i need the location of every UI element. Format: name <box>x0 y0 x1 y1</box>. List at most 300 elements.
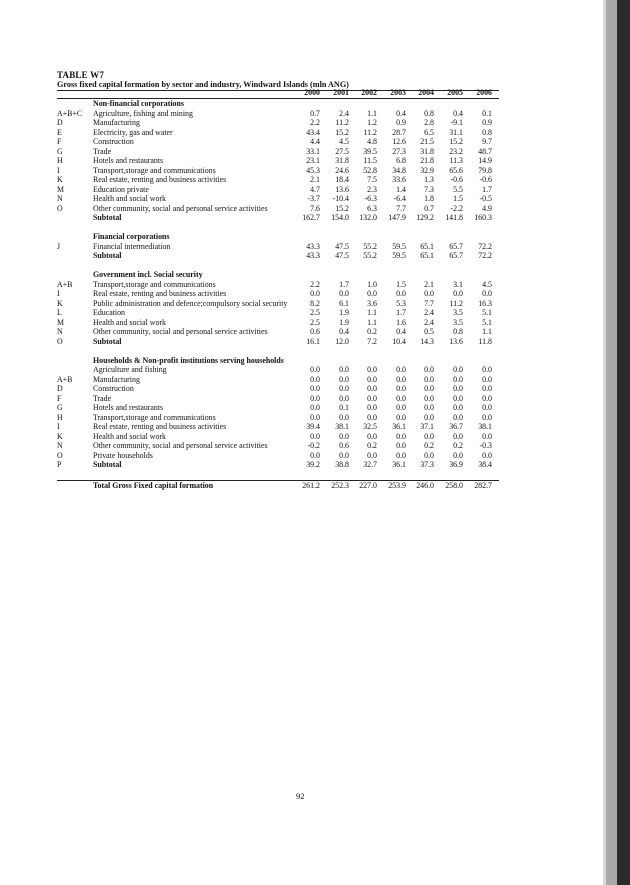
table-title: TABLE W7 <box>57 70 105 80</box>
industry-label: Construction <box>93 137 134 146</box>
cell-value: 0.0 <box>339 393 349 403</box>
cell-value: 15.2 <box>335 127 349 137</box>
industry-label: Financial intermediation <box>93 241 171 251</box>
table-row <box>57 299 499 309</box>
cell-value: 4.7 <box>310 184 320 194</box>
cell-value: 24.6 <box>335 165 349 175</box>
cell-value: 11.2 <box>449 298 463 308</box>
cell-value: -2.2 <box>450 203 463 213</box>
cell-value: 0.0 <box>482 412 492 422</box>
cell-value: 0.7 <box>424 203 434 213</box>
section-heading-row <box>57 232 499 242</box>
industry-label: Agriculture, fishing and mining <box>93 108 193 118</box>
year-header: 2000 <box>304 88 320 97</box>
table-row <box>57 109 499 119</box>
cell-value: 38.4 <box>478 460 492 469</box>
table-row <box>57 128 499 138</box>
industry-code: I <box>57 289 60 298</box>
industry-code: J <box>57 241 61 251</box>
cell-value: 43.3 <box>306 241 320 251</box>
cell-value: 0.4 <box>339 327 349 336</box>
cell-value: 0.2 <box>424 441 434 450</box>
cell-value: 0.0 <box>396 374 406 384</box>
year-header: 2006 <box>476 88 492 97</box>
total-value: 227.0 <box>359 480 377 490</box>
cell-value: 1.9 <box>339 317 349 327</box>
cell-value: 2.4 <box>424 317 434 327</box>
table-row <box>57 403 499 413</box>
cell-value: -6.4 <box>393 194 406 203</box>
cell-value: 11.5 <box>363 156 377 165</box>
table-row <box>57 365 499 375</box>
table-row <box>57 147 499 157</box>
table-row <box>57 280 499 290</box>
cell-value: 2.4 <box>424 308 434 317</box>
cell-value: 31.1 <box>449 127 463 137</box>
cell-value: 0.0 <box>453 365 463 374</box>
cell-value: 5.1 <box>482 317 492 327</box>
cell-value: 0.0 <box>339 450 349 460</box>
cell-value: 3.6 <box>367 298 377 308</box>
industry-label: Other community, social and personal service activities <box>93 441 268 450</box>
cell-value: 0.8 <box>482 127 492 137</box>
cell-value: 0.1 <box>482 108 492 118</box>
cell-value: 0.0 <box>339 374 349 384</box>
cell-value: 0.0 <box>453 384 463 393</box>
cell-value: 12.0 <box>335 336 349 346</box>
cell-value: 32.7 <box>363 460 377 469</box>
cell-value: 0.0 <box>453 412 463 422</box>
cell-value: 0.0 <box>339 412 349 422</box>
cell-value: 0.4 <box>396 108 406 118</box>
industry-label: Real estate, renting and business activities <box>93 175 227 184</box>
industry-code: K <box>57 298 63 308</box>
total-value: 258.0 <box>445 480 463 490</box>
cell-value: 33.6 <box>392 175 406 184</box>
cell-value: 55.2 <box>363 241 377 251</box>
industry-code: K <box>57 431 63 441</box>
cell-value: 0.0 <box>482 450 492 460</box>
cell-value: -0.6 <box>450 175 463 184</box>
cell-value: 38.8 <box>335 460 349 469</box>
gfcf-table <box>57 88 499 490</box>
cell-value: 0.0 <box>396 393 406 403</box>
table-body <box>57 99 499 474</box>
cell-value: 4.5 <box>482 279 492 289</box>
cell-value: 32.9 <box>420 165 434 175</box>
subtotal-row <box>57 460 499 470</box>
table-row <box>57 432 499 442</box>
cell-value: 2.3 <box>367 184 377 194</box>
cell-value: 16.1 <box>306 336 320 346</box>
cell-value: 39.2 <box>306 460 320 469</box>
cell-value: 39.5 <box>363 146 377 156</box>
year-header: 2004 <box>418 88 434 97</box>
cell-value: 0.0 <box>339 431 349 441</box>
cell-value: 0.0 <box>482 431 492 441</box>
cell-value: 23.2 <box>449 146 463 156</box>
cell-value: 0.0 <box>482 289 492 298</box>
cell-value: 5.5 <box>453 184 463 194</box>
cell-value: 1.7 <box>482 184 492 194</box>
cell-value: 0.0 <box>482 393 492 403</box>
cell-value: 1.1 <box>367 308 377 317</box>
cell-value: 18.4 <box>335 175 349 184</box>
total-value: 261.2 <box>302 480 320 490</box>
cell-value: 11.2 <box>335 118 349 127</box>
industry-label: Transport,storage and communications <box>93 279 216 289</box>
table-row <box>57 451 499 461</box>
cell-value: 37.3 <box>420 460 434 469</box>
cell-value: 2.8 <box>424 118 434 127</box>
cell-value: 1.5 <box>453 194 463 203</box>
year-header: 2002 <box>361 88 377 97</box>
cell-value: 0.0 <box>396 384 406 393</box>
industry-label: Private households <box>93 450 153 460</box>
cell-value: 2.5 <box>310 308 320 317</box>
cell-value: 1.7 <box>339 279 349 289</box>
cell-value: 0.4 <box>396 327 406 336</box>
section-heading: Financial corporations <box>93 232 170 241</box>
subtotal-label: Subtotal <box>93 213 122 222</box>
table-row <box>57 394 499 404</box>
industry-code: I <box>57 422 60 431</box>
cell-value: 11.8 <box>478 336 492 346</box>
cell-value: 6.8 <box>396 156 406 165</box>
cell-value: 4.5 <box>339 137 349 146</box>
cell-value: 0.0 <box>310 384 320 393</box>
industry-label: Health and social work <box>93 194 166 203</box>
cell-value: 27.5 <box>335 146 349 156</box>
cell-value: 45.3 <box>306 165 320 175</box>
table-row <box>57 384 499 394</box>
cell-value: 0.6 <box>339 441 349 450</box>
table-subtitle: Gross fixed capital formation by sector and industry, Windward Islands (mln ANG) <box>57 80 499 91</box>
year-header-row <box>57 88 499 99</box>
table-row <box>57 204 499 214</box>
cell-value: 0.0 <box>424 412 434 422</box>
cell-value: 0.0 <box>367 365 377 374</box>
table-row <box>57 175 499 185</box>
total-value: 253.9 <box>388 480 406 490</box>
cell-value: 28.7 <box>392 127 406 137</box>
cell-value: 3.5 <box>453 317 463 327</box>
cell-value: 3.1 <box>453 279 463 289</box>
industry-label: Real estate, renting and business activities <box>93 289 227 298</box>
cell-value: 0.0 <box>396 431 406 441</box>
cell-value: 0.0 <box>424 403 434 412</box>
cell-value: 0.0 <box>367 403 377 412</box>
cell-value: 0.9 <box>396 118 406 127</box>
industry-label: Education <box>93 308 125 317</box>
cell-value: 0.0 <box>310 450 320 460</box>
table-row <box>57 422 499 432</box>
cell-value: 7.5 <box>367 175 377 184</box>
section-spacer <box>57 223 499 233</box>
industry-label: Other community, social and personal service activities <box>93 327 268 336</box>
cell-value: 14.9 <box>478 156 492 165</box>
cell-value: 2.1 <box>310 175 320 184</box>
cell-value: 38.1 <box>335 422 349 431</box>
cell-value: 0.0 <box>310 403 320 412</box>
industry-label: Real estate, renting and business activities <box>93 422 227 431</box>
industry-code: N <box>57 441 63 450</box>
cell-value: 2.2 <box>310 118 320 127</box>
total-value: 252.3 <box>331 480 349 490</box>
cell-value: 7.2 <box>367 336 377 346</box>
industry-code: O <box>57 450 63 460</box>
subtotal-row <box>57 213 499 223</box>
cell-value: 0.0 <box>482 403 492 412</box>
industry-label: Electricity, gas and water <box>93 127 173 137</box>
cell-value: 2.1 <box>424 279 434 289</box>
cell-value: 0.0 <box>396 403 406 412</box>
cell-value: 1.5 <box>396 279 406 289</box>
table-row <box>57 318 499 328</box>
industry-code: A+B <box>57 374 73 384</box>
industry-code: M <box>57 184 65 194</box>
cell-value: 2.2 <box>310 279 320 289</box>
total-value: 282.7 <box>474 480 492 490</box>
cell-value: 0.0 <box>453 431 463 441</box>
cell-value: 0.0 <box>310 374 320 384</box>
industry-code: L <box>57 308 62 317</box>
section-heading: Households & Non-profit institutions serving households <box>93 355 284 365</box>
cell-value: 15.2 <box>335 203 349 213</box>
subtotal-row <box>57 337 499 347</box>
cell-value: 0.4 <box>453 108 463 118</box>
cell-value: 0.0 <box>424 374 434 384</box>
cell-value: 21.8 <box>420 156 434 165</box>
cell-value: 0.0 <box>453 374 463 384</box>
cell-value: 36.9 <box>449 460 463 469</box>
table-row <box>57 194 499 204</box>
cell-value: 65.6 <box>449 165 463 175</box>
cell-value: 31.8 <box>335 156 349 165</box>
cell-value: 0.7 <box>310 108 320 118</box>
industry-code: I <box>57 165 60 175</box>
cell-value: 132.0 <box>359 213 377 222</box>
section-spacer <box>57 261 499 271</box>
cell-value: 154.0 <box>331 213 349 222</box>
cell-value: 65.7 <box>449 251 463 260</box>
industry-code: D <box>57 118 63 127</box>
industry-code: F <box>57 393 62 403</box>
subtotal-row <box>57 251 499 261</box>
cell-value: 0.0 <box>424 431 434 441</box>
table-row <box>57 156 499 166</box>
table-row <box>57 308 499 318</box>
section-heading-row <box>57 270 499 280</box>
cell-value: 11.3 <box>449 156 463 165</box>
cell-value: 0.0 <box>367 374 377 384</box>
year-header: 2001 <box>333 88 349 97</box>
cell-value: 0.0 <box>453 450 463 460</box>
industry-label: Other community, social and personal service activities <box>93 203 268 213</box>
cell-value: 6.5 <box>424 127 434 137</box>
cell-value: -0.3 <box>479 441 492 450</box>
cell-value: -0.6 <box>479 175 492 184</box>
cell-value: 0.0 <box>339 289 349 298</box>
cell-value: 1.0 <box>367 279 377 289</box>
page-number: 92 <box>296 791 305 801</box>
industry-code: D <box>57 384 63 393</box>
cell-value: 14.3 <box>420 336 434 346</box>
cell-value: 0.0 <box>310 412 320 422</box>
cell-value: 1.2 <box>367 118 377 127</box>
industry-label: Hotels and restaurants <box>93 403 164 412</box>
total-row <box>57 480 499 491</box>
cell-value: 0.6 <box>310 327 320 336</box>
cell-value: 59.5 <box>392 251 406 260</box>
cell-value: 5.3 <box>396 298 406 308</box>
cell-value: 36.7 <box>449 422 463 431</box>
cell-value: 0.2 <box>453 441 463 450</box>
cell-value: 12.6 <box>392 137 406 146</box>
cell-value: 27.3 <box>392 146 406 156</box>
cell-value: 0.1 <box>339 403 349 412</box>
cell-value: 39.4 <box>306 422 320 431</box>
industry-code: O <box>57 336 63 346</box>
cell-value: 23.1 <box>306 156 320 165</box>
cell-value: 36.1 <box>392 422 406 431</box>
table-row <box>57 185 499 195</box>
table-row <box>57 242 499 252</box>
cell-value: 7.7 <box>396 203 406 213</box>
industry-label: Manufacturing <box>93 118 140 127</box>
cell-value: 48.7 <box>478 146 492 156</box>
cell-value: 1.1 <box>482 327 492 336</box>
table-row <box>57 289 499 299</box>
cell-value: 13.6 <box>335 184 349 194</box>
cell-value: 3.5 <box>453 308 463 317</box>
cell-value: 4.9 <box>482 203 492 213</box>
industry-label: Agriculture and fishing <box>93 365 167 374</box>
industry-code: N <box>57 194 63 203</box>
cell-value: 33.1 <box>306 146 320 156</box>
cell-value: 34.8 <box>392 165 406 175</box>
table-row <box>57 137 499 147</box>
cell-value: 37.1 <box>420 422 434 431</box>
cell-value: 31.8 <box>420 146 434 156</box>
scan-edge-grey <box>606 0 617 885</box>
cell-value: 36.1 <box>392 460 406 469</box>
cell-value: 0.8 <box>453 327 463 336</box>
cell-value: 11.2 <box>363 127 377 137</box>
cell-value: 0.0 <box>310 431 320 441</box>
industry-code: N <box>57 327 63 336</box>
cell-value: 1.1 <box>367 108 377 118</box>
cell-value: 0.0 <box>424 384 434 393</box>
cell-value: 7.3 <box>424 184 434 194</box>
cell-value: 65.1 <box>420 251 434 260</box>
cell-value: 0.0 <box>453 403 463 412</box>
cell-value: 1.1 <box>367 317 377 327</box>
total-label: Total Gross Fixed capital formation <box>93 480 214 490</box>
cell-value: 0.0 <box>396 412 406 422</box>
cell-value: 0.0 <box>367 431 377 441</box>
year-header: 2003 <box>390 88 406 97</box>
cell-value: 10.4 <box>392 336 406 346</box>
cell-value: -10.4 <box>332 194 349 203</box>
total-value: 246.0 <box>416 480 434 490</box>
industry-code: F <box>57 137 62 146</box>
cell-value: 0.0 <box>453 289 463 298</box>
industry-label: Transport,storage and communications <box>93 412 216 422</box>
cell-value: 0.0 <box>396 289 406 298</box>
cell-value: 6.1 <box>339 298 349 308</box>
industry-label: Transport,storage and communications <box>93 165 216 175</box>
cell-value: 5.1 <box>482 308 492 317</box>
cell-value: 65.1 <box>420 241 434 251</box>
industry-label: Trade <box>93 393 112 403</box>
cell-value: 43.4 <box>306 127 320 137</box>
cell-value: 0.0 <box>482 384 492 393</box>
cell-value: 0.0 <box>367 450 377 460</box>
cell-value: 9.7 <box>482 137 492 146</box>
cell-value: 8.2 <box>310 298 320 308</box>
cell-value: 59.5 <box>392 241 406 251</box>
industry-code: G <box>57 403 63 412</box>
cell-value: 0.0 <box>482 374 492 384</box>
cell-value: 0.2 <box>367 327 377 336</box>
industry-code: E <box>57 127 62 137</box>
scan-edge-dark <box>617 0 630 885</box>
cell-value: 0.0 <box>339 384 349 393</box>
cell-value: 13.6 <box>449 336 463 346</box>
cell-value: 1.8 <box>424 194 434 203</box>
industry-code: A+B <box>57 279 73 289</box>
cell-value: 65.7 <box>449 241 463 251</box>
table-row <box>57 441 499 451</box>
cell-value: 2.5 <box>310 317 320 327</box>
industry-code: H <box>57 156 63 165</box>
cell-value: 0.0 <box>367 289 377 298</box>
cell-value: 0.2 <box>367 441 377 450</box>
cell-value: 0.0 <box>424 365 434 374</box>
cell-value: 1.4 <box>396 184 406 194</box>
cell-value: 21.5 <box>420 137 434 146</box>
industry-code: K <box>57 175 63 184</box>
cell-value: 0.0 <box>453 393 463 403</box>
table-row <box>57 327 499 337</box>
cell-value: 4.4 <box>310 137 320 146</box>
cell-value: 0.0 <box>310 393 320 403</box>
cell-value: -6.3 <box>364 194 377 203</box>
cell-value: 72.2 <box>478 241 492 251</box>
cell-value: 72.2 <box>478 251 492 260</box>
industry-code: G <box>57 146 63 156</box>
section-heading-row <box>57 356 499 366</box>
cell-value: 0.0 <box>367 393 377 403</box>
cell-value: 0.0 <box>424 289 434 298</box>
subtotal-label: Subtotal <box>93 460 122 469</box>
cell-value: 0.0 <box>310 365 320 374</box>
cell-value: 1.9 <box>339 308 349 317</box>
cell-value: 55.2 <box>363 251 377 260</box>
cell-value: 160.3 <box>474 213 492 222</box>
total-spacer <box>57 470 499 474</box>
cell-value: -0.2 <box>307 441 320 450</box>
industry-label: Education private <box>93 184 149 194</box>
cell-value: 15.2 <box>449 137 463 146</box>
section-spacer <box>57 346 499 356</box>
table-row <box>57 166 499 176</box>
industry-label: Public administration and defence;compulsory social security <box>93 298 288 308</box>
industry-code: O <box>57 203 63 213</box>
cell-value: 7.6 <box>310 203 320 213</box>
industry-label: Health and social work <box>93 317 166 327</box>
